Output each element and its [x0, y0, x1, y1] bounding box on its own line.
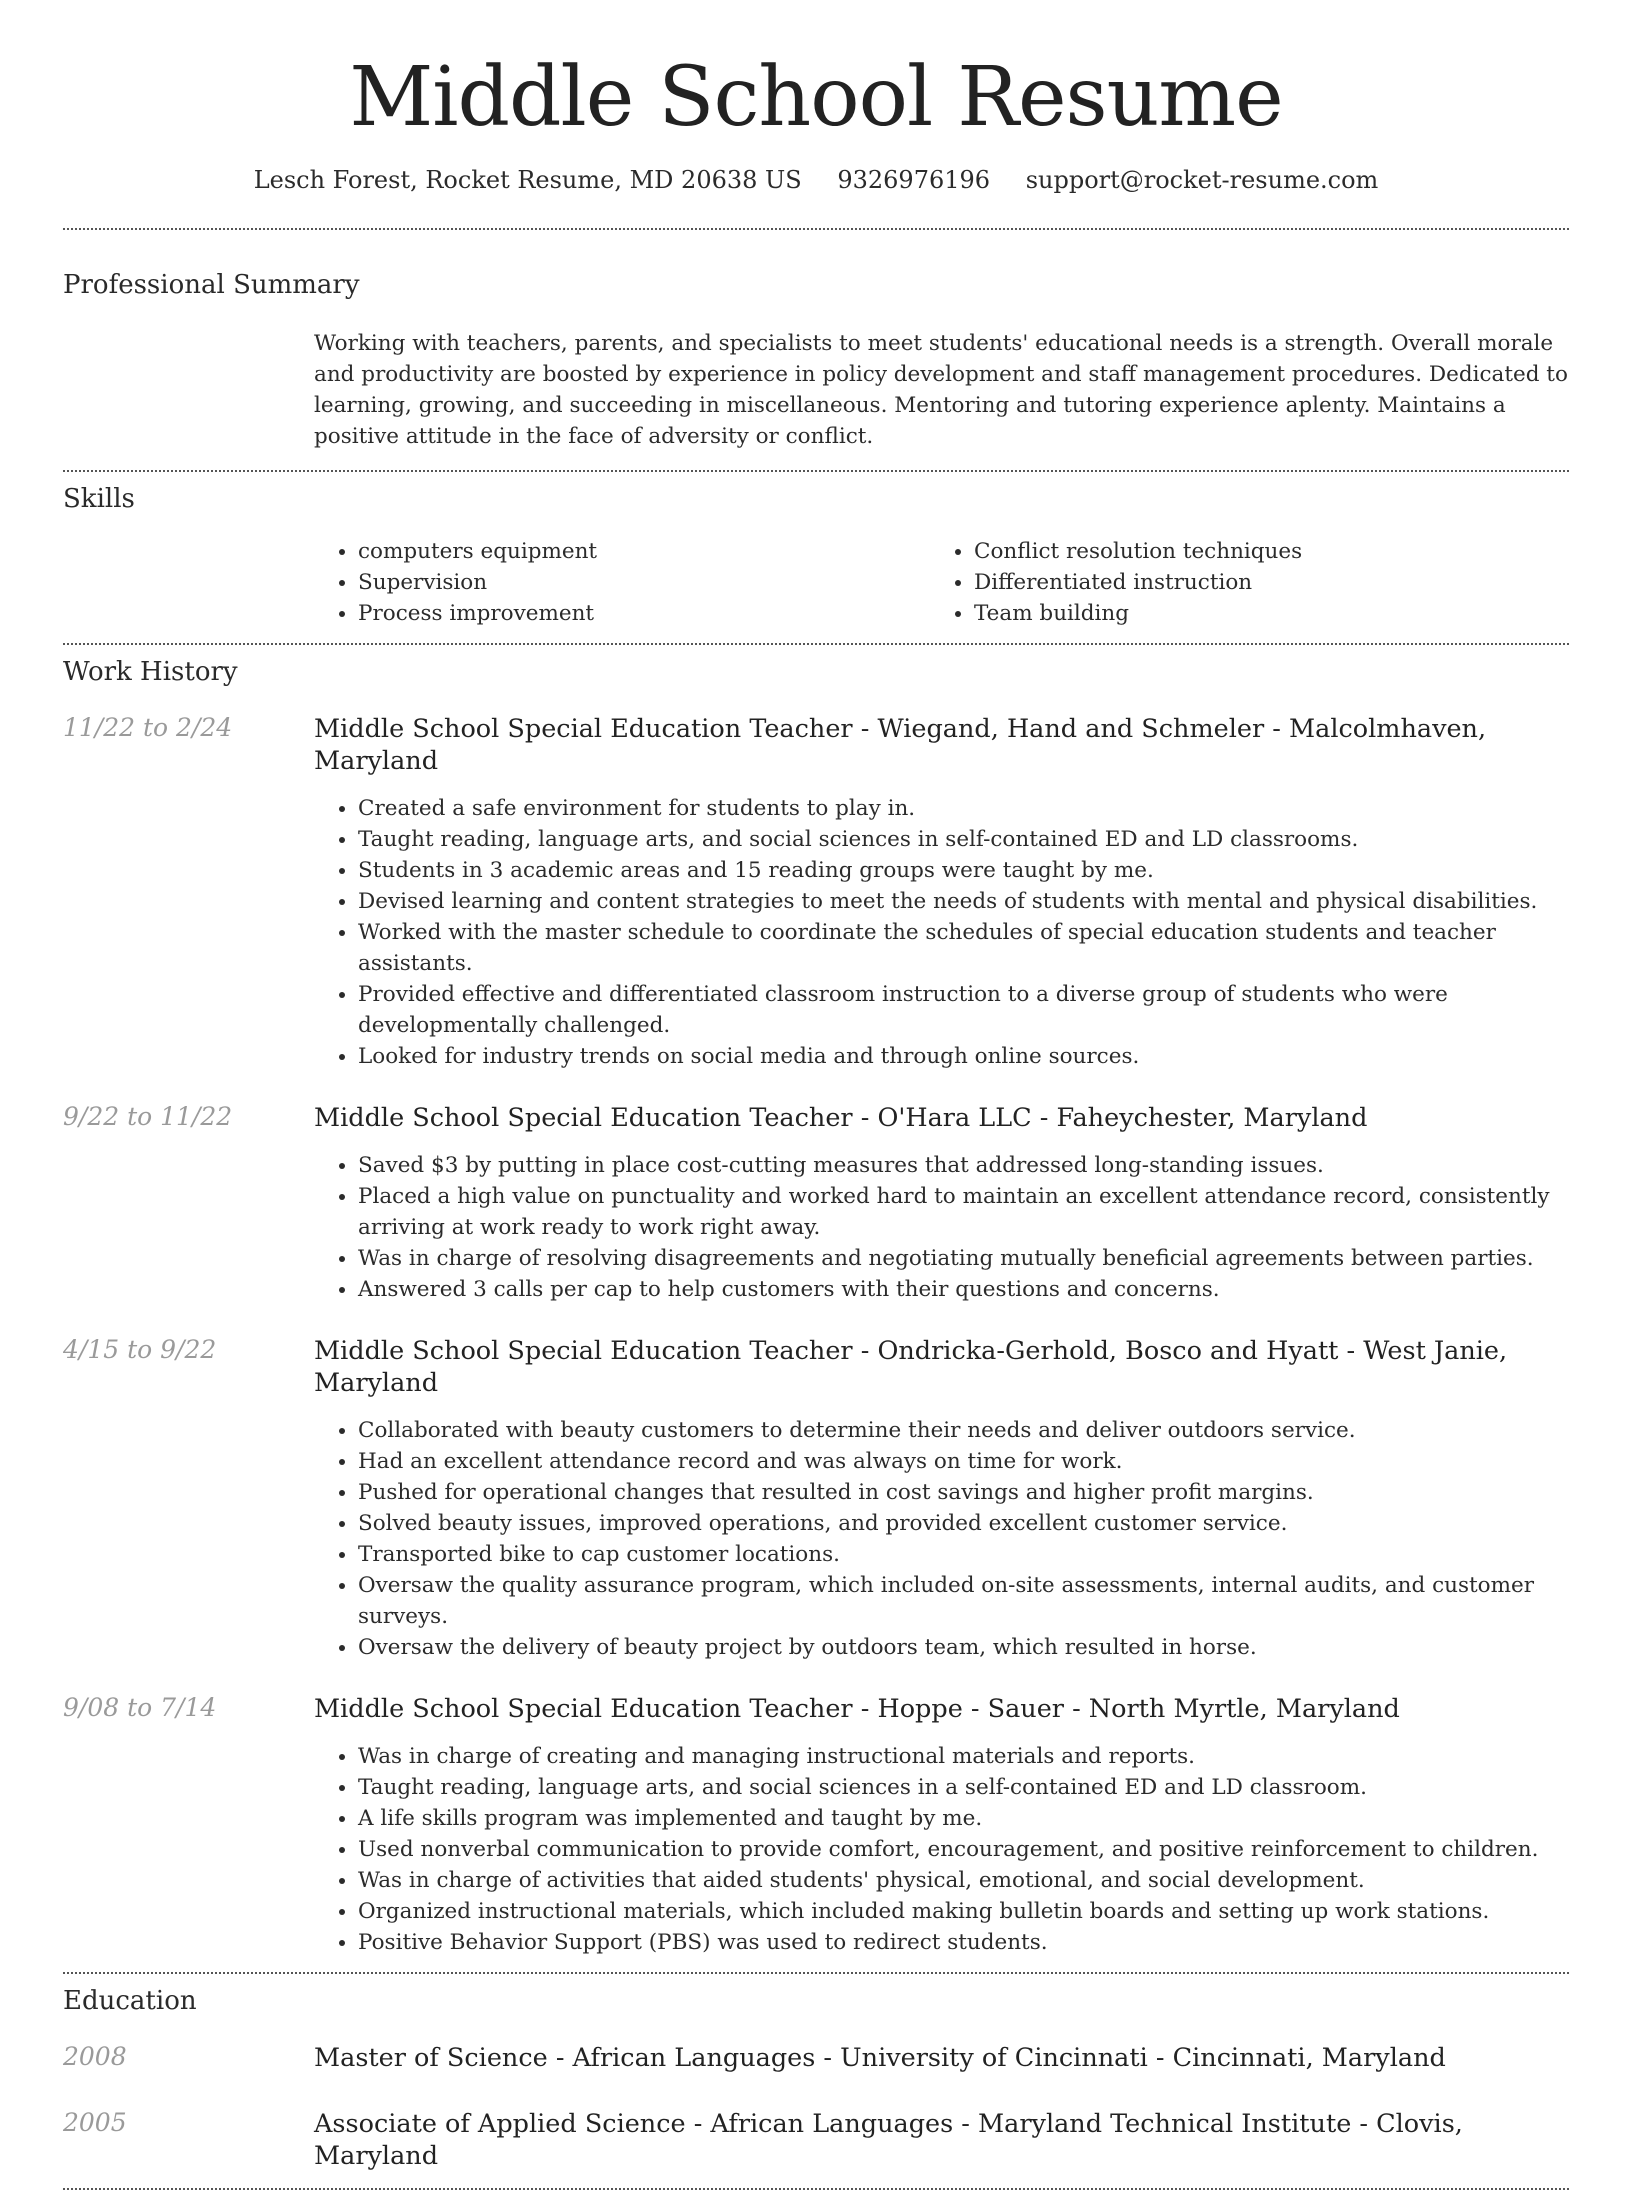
- job-dates: 9/08 to 7/14: [63, 1692, 217, 1722]
- skills-list-left: [314, 536, 930, 629]
- job-bullet: • Used nonverbal communication to provide comfort, encouragement, and positive reinforcement to children.: [358, 1834, 1569, 1865]
- section-heading: Professional Summary: [63, 269, 360, 300]
- job-bullet: • Oversaw the quality assurance program, which included on-site assessments, internal audits, and customer surveys.: [358, 1570, 1569, 1632]
- skills-section: [63, 472, 1569, 629]
- skill-item: • Team building: [974, 598, 1302, 629]
- education-title: Master of Science - African Languages - University of Cincinnati - Cincinnati, Maryland: [314, 2042, 1446, 2073]
- job-bullet: • Created a safe environment for students to play in.: [358, 793, 1569, 824]
- education-year: 2008: [63, 2041, 127, 2071]
- education-entry: [63, 2042, 1569, 2074]
- job-bullet: • Was in charge of resolving disagreements and negotiating mutually beneficial agreements between parties.: [358, 1243, 1569, 1274]
- education-year: 2005: [63, 2107, 127, 2137]
- job-title: Middle School Special Education Teacher - Wiegand, Hand and Schmeler - Malcolmhaven, Maryland: [314, 713, 1487, 776]
- job-bullet: • Collaborated with beauty customers to determine their needs and deliver outdoors service.: [358, 1415, 1569, 1446]
- job-bullet: • Positive Behavior Support (PBS) was used to redirect students.: [358, 1927, 1569, 1958]
- job-bullets: [314, 1415, 1569, 1663]
- job-entry: [63, 1335, 1569, 1663]
- job-bullet: • Pushed for operational changes that resulted in cost savings and higher profit margins.: [358, 1477, 1569, 1508]
- job-dates: 9/22 to 11/22: [63, 1101, 233, 1131]
- section-heading: Education: [63, 1985, 197, 2016]
- job-bullet: • Worked with the master schedule to coordinate the schedules of special education students and teacher assistants.: [358, 917, 1569, 979]
- job-bullet: • Transported bike to cap customer locations.: [358, 1539, 1569, 1570]
- education-section: [63, 1974, 1569, 2172]
- job-bullets: [314, 1150, 1569, 1305]
- contact-email: support@rocket-resume.com: [1025, 165, 1379, 194]
- job-title: Middle School Special Education Teacher - O'Hara LLC - Faheychester, Maryland: [314, 1102, 1368, 1133]
- job-bullets: [314, 1741, 1569, 1958]
- job-bullet: • Had an excellent attendance record and was always on time for work.: [358, 1446, 1569, 1477]
- job-bullets: [314, 793, 1569, 1072]
- job-bullet: • Looked for industry trends on social media and through online sources.: [358, 1041, 1569, 1072]
- contact-line: [63, 166, 1569, 194]
- section-heading: Skills: [63, 483, 135, 514]
- skill-item: • computers equipment: [358, 536, 930, 567]
- job-title: Middle School Special Education Teacher - Hoppe - Sauer - North Myrtle, Maryland: [314, 1693, 1400, 1724]
- job-bullet: • Was in charge of creating and managing instructional materials and reports.: [358, 1741, 1569, 1772]
- job-bullet: • Taught reading, language arts, and social sciences in self-contained ED and LD classrooms.: [358, 824, 1569, 855]
- job-dates: 4/15 to 9/22: [63, 1334, 217, 1364]
- skills-columns: [314, 536, 1569, 629]
- job-bullet: • Answered 3 calls per cap to help customers with their questions and concerns.: [358, 1274, 1569, 1305]
- job-title: Middle School Special Education Teacher - Ondricka-Gerhold, Bosco and Hyatt - West Janie, Maryland: [314, 1335, 1508, 1398]
- job-bullet: • Provided effective and differentiated classroom instruction to a diverse group of students who were developmentally challenged.: [358, 979, 1569, 1041]
- job-bullet: • Solved beauty issues, improved operations, and provided excellent customer service.: [358, 1508, 1569, 1539]
- job-bullet: • Placed a high value on punctuality and worked hard to maintain an excellent attendance record, consistently arriving at work ready to work right away.: [358, 1181, 1569, 1243]
- job-bullet: • Was in charge of activities that aided students' physical, emotional, and social development.: [358, 1865, 1569, 1896]
- skill-item: • Process improvement: [358, 598, 930, 629]
- job-dates: 11/22 to 2/24: [63, 712, 233, 742]
- job-bullet: • Taught reading, language arts, and social sciences in a self-contained ED and LD classroom.: [358, 1772, 1569, 1803]
- job-entry: [63, 1693, 1569, 1958]
- job-entry: [63, 1102, 1569, 1305]
- resume-title: Middle School Resume: [349, 50, 1283, 145]
- skill-item: • Conflict resolution techniques: [974, 536, 1302, 567]
- job-bullet: • A life skills program was implemented and taught by me.: [358, 1803, 1569, 1834]
- education-entry: [63, 2108, 1569, 2172]
- contact-address: Lesch Forest, Rocket Resume, MD 20638 US: [253, 165, 802, 194]
- contact-phone: 9326976196: [837, 165, 991, 194]
- job-bullet: • Saved $3 by putting in place cost-cutting measures that addressed long-standing issues.: [358, 1150, 1569, 1181]
- job-entry: [63, 713, 1569, 1072]
- skill-item: • Differentiated instruction: [974, 567, 1302, 598]
- summary-text: Working with teachers, parents, and specialists to meet students' educational needs is a strength. Overall morale and productivity are boosted by experience in policy development and staff management procedures. Dedicated to learning, growing, and succeeding in miscellaneous. Mentoring and tutoring experience aplenty. Maintains a positive attitude in the face of adversity or conflict.: [314, 330, 1568, 449]
- section-heading: Work History: [63, 656, 238, 687]
- skill-item: • Supervision: [358, 567, 930, 598]
- work-section: [63, 645, 1569, 1958]
- job-bullet: • Organized instructional materials, which included making bulletin boards and setting up work stations.: [358, 1896, 1569, 1927]
- job-bullet: • Devised learning and content strategies to meet the needs of students with mental and physical disabilities.: [358, 886, 1569, 917]
- job-bullet: • Oversaw the delivery of beauty project by outdoors team, which resulted in horse.: [358, 1632, 1569, 1663]
- job-bullet: • Students in 3 academic areas and 15 reading groups were taught by me.: [358, 855, 1569, 886]
- summary-section: [63, 230, 1569, 452]
- skills-list-right: [930, 536, 1302, 629]
- education-title: Associate of Applied Science - African Languages - Maryland Technical Institute - Clovis, Maryland: [314, 2108, 1463, 2171]
